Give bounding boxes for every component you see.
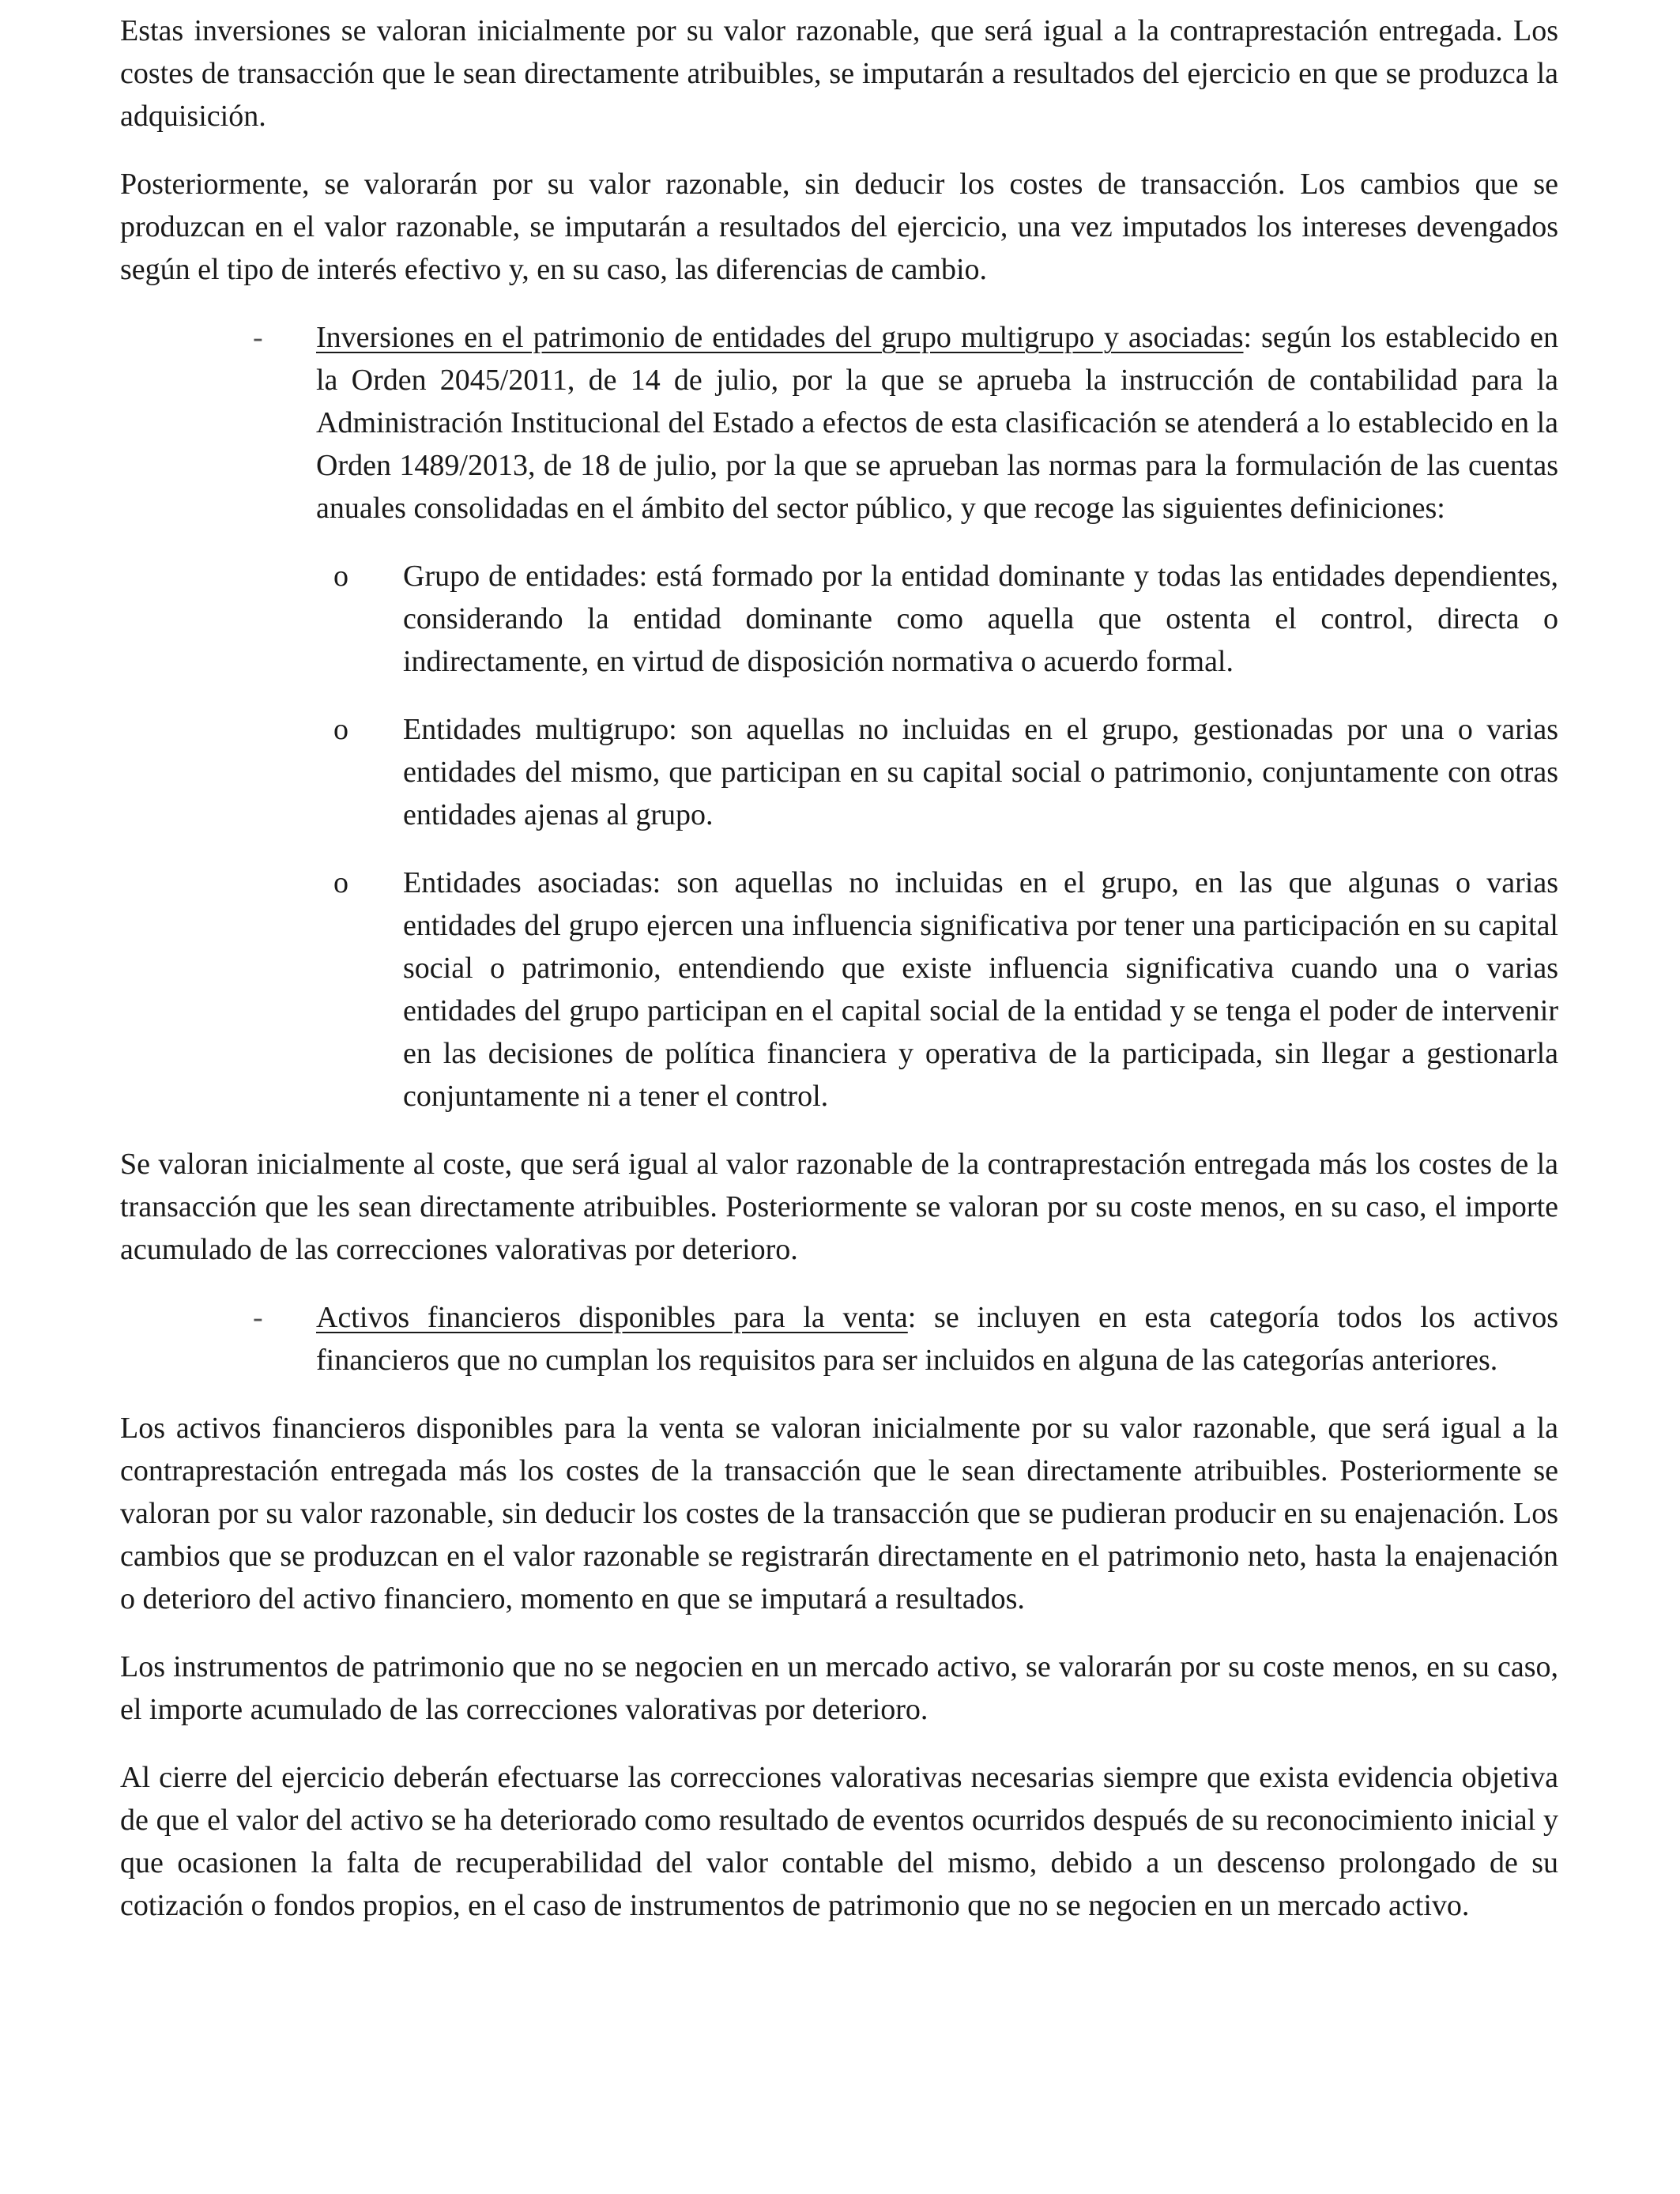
sub-list-item-text: Grupo de entidades: está formado por la entidad dominante y todas las entidades dependientes, considerando la entidad dominante como aquella que ostenta el control, directa o indirectamente, en virtud de disposición normativa o acuerdo formal. [403,560,1558,678]
paragraph-valoracion-inicial: Estas inversiones se valoran inicialmente por su valor razonable, que será igual a la contraprestación entregada. Los costes de transacción que le sean directamente atribuibles, se imputarán a resultados del ejercicio en que se produzca la adquisición. [120,14,1558,133]
circle-bullet: o [333,866,348,899]
sub-list-item-entidades-asociadas [333,861,1558,1118]
circle-bullet: o [333,713,348,746]
paragraph-instrumentos-patrimonio: Los instrumentos de patrimonio que no se negocien en un mercado activo, se valorarán por su coste menos, en su caso, el importe acumulado de las correcciones valorativas por deterioro. [120,1650,1558,1726]
list-item-inversiones-patrimonio [253,316,1558,530]
list-item-title: Inversiones en el patrimonio de entidades del grupo multigrupo y asociadas [316,321,1244,354]
sub-list-item-grupo-entidades [333,555,1558,683]
list-item-text: : según los establecido en la Orden 2045/2011, de 14 de julio, por la que se aprueba la instrucción de contabilidad para la Administración Institucional del Estado a efectos de esta clasificación se atenderá a lo establecido en la Orden 1489/2013, de 18 de julio, por la que se aprueban las normas para la formulación de las cuentas anuales consolidadas en el ámbito del sector público, y que recoge las siguientes definiciones: [316,321,1558,525]
dash-bullet: - [253,1301,263,1334]
dash-bullet: - [253,321,263,354]
paragraph-valoracion-coste: Se valoran inicialmente al coste, que será igual al valor razonable de la contraprestación entregada más los costes de la transacción que les sean directamente atribuibles. Posteriormente se valoran por su coste menos, en su caso, el importe acumulado de las correcciones valorativas por deterioro. [120,1148,1558,1266]
sub-list-item-text: Entidades asociadas: son aquellas no incluidas en el grupo, en las que algunas o varias entidades del grupo ejercen una influencia significativa por tener una participación en su capital social o patrimonio, entendiendo que existe influencia significativa cuando una o varias entidades del grupo participan en el capital social de la entidad y se tenga el poder de intervenir en las decisiones de política financiera y operativa de la participada, sin llegar a gestionarla conjuntamente ni a tener el control. [403,866,1558,1113]
paragraph-activos-disponibles: Los activos financieros disponibles para la venta se valoran inicialmente por su valor razonable, que será igual a la contraprestación entregada más los costes de la transacción que le sean directamente atribuibles. Posteriormente se valoran por su valor razonable, sin deducir los costes de la transacción que se pudieran producir en su enajenación. Los cambios que se produzcan en el valor razonable se registrarán directamente en el patrimonio neto, hasta la enajenación o deterioro del activo financiero, momento en que se imputará a resultados. [120,1412,1558,1615]
sub-list-item-entidades-multigrupo [333,708,1558,836]
paragraph-valoracion-posterior: Posteriormente, se valorarán por su valor razonable, sin deducir los costes de transacción. Los cambios que se produzcan en el valor razonable, se imputarán a resultados del ejercicio, una vez imputados los intereses devengados según el tipo de interés efectivo y, en su caso, las diferencias de cambio. [120,168,1558,286]
list-item-text: : se incluyen en esta categoría todos los activos financieros que no cumplan los requisitos para ser incluidos en alguna de las categorías anteriores. [316,1301,1558,1377]
list-item-title: Activos financieros disponibles para la venta [316,1301,908,1334]
document-page [120,9,1558,1952]
paragraph-cierre-ejercicio: Al cierre del ejercicio deberán efectuarse las correcciones valorativas necesarias siempre que exista evidencia objetiva de que el valor del activo se ha deteriorado como resultado de eventos ocurridos después de su reconocimiento inicial y que ocasionen la falta de recuperabilidad del valor contable del mismo, debido a un descenso prolongado de su cotización o fondos propios, en el caso de instrumentos de patrimonio que no se negocien en un mercado activo. [120,1761,1558,1922]
circle-bullet: o [333,560,348,593]
list-item-activos-disponibles-venta [253,1296,1558,1382]
sub-list-item-text: Entidades multigrupo: son aquellas no incluidas en el grupo, gestionadas por una o varias entidades del mismo, que participan en su capital social o patrimonio, conjuntamente con otras entidades ajenas al grupo. [403,713,1558,831]
